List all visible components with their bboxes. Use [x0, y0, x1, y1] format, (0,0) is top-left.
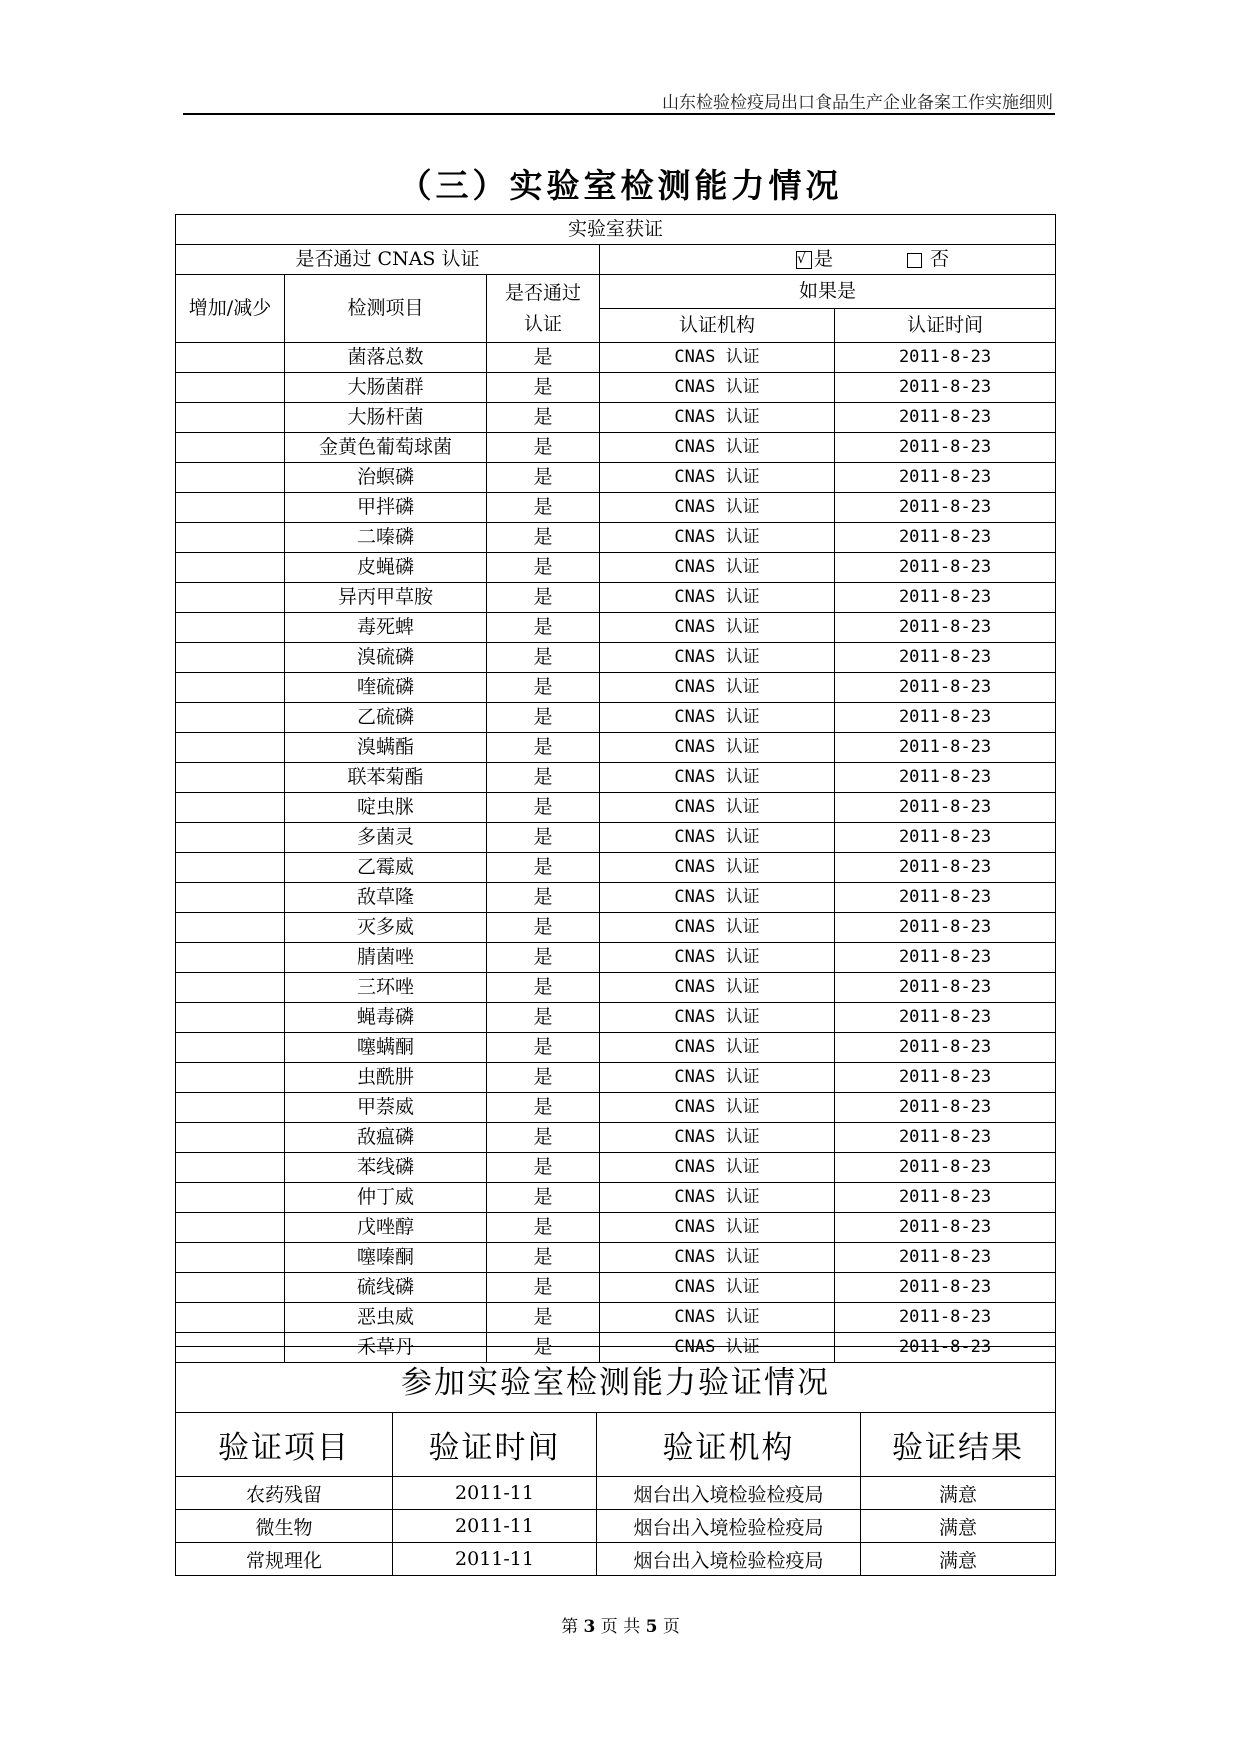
agency-cell: CNAS 认证	[600, 793, 835, 823]
passed-cell: 是	[487, 373, 600, 403]
date-cell: 2011-8-23	[835, 793, 1056, 823]
date-cell: 2011-8-23	[835, 403, 1056, 433]
option-yes-label: 是	[814, 248, 834, 270]
passed-cell: 是	[487, 343, 600, 373]
passed-cell: 是	[487, 913, 600, 943]
table-row	[176, 643, 1056, 673]
table-row	[176, 763, 1056, 793]
change-cell	[176, 553, 285, 583]
footer-suffix: 页	[662, 1617, 680, 1637]
item-cell: 硫线磷	[285, 1273, 487, 1303]
passed-cell: 是	[487, 1153, 600, 1183]
footer-page-number: 3	[583, 1617, 596, 1637]
change-cell	[176, 1273, 285, 1303]
pt-project-cell: 农药残留	[176, 1477, 393, 1510]
date-cell: 2011-8-23	[835, 1213, 1056, 1243]
item-cell: 喹硫磷	[285, 673, 487, 703]
pt-header-time: 验证时间	[393, 1413, 597, 1477]
item-cell: 甲拌磷	[285, 493, 487, 523]
date-cell: 2011-8-23	[835, 1273, 1056, 1303]
date-cell: 2011-8-23	[835, 883, 1056, 913]
unchecked-checkbox-icon[interactable]	[907, 253, 922, 268]
item-cell: 恶虫威	[285, 1303, 487, 1333]
date-cell: 2011-8-23	[835, 433, 1056, 463]
section-title-proficiency: 参加实验室检测能力验证情况	[176, 1347, 1056, 1413]
item-cell: 灭多威	[285, 913, 487, 943]
item-cell: 大肠菌群	[285, 373, 487, 403]
header-passed: 是否通过认证	[487, 275, 600, 343]
change-cell	[176, 433, 285, 463]
running-header: 山东检验检疫局出口食品生产企业备案工作实施细则	[662, 93, 1053, 113]
pt-agency-cell: 烟台出入境检验检疫局	[597, 1543, 861, 1576]
passed-cell: 是	[487, 703, 600, 733]
date-cell: 2011-8-23	[835, 613, 1056, 643]
item-cell: 治螟磷	[285, 463, 487, 493]
item-cell: 腈菌唑	[285, 943, 487, 973]
change-cell	[176, 1213, 285, 1243]
agency-cell: CNAS 认证	[600, 1003, 835, 1033]
proficiency-table	[175, 1346, 1056, 1576]
passed-cell: 是	[487, 643, 600, 673]
item-cell: 虫酰肼	[285, 1063, 487, 1093]
passed-cell: 是	[487, 463, 600, 493]
item-cell: 多菌灵	[285, 823, 487, 853]
table-row	[176, 1510, 1056, 1543]
table-row	[176, 583, 1056, 613]
table-row	[176, 1273, 1056, 1303]
footer-prefix: 第	[561, 1617, 579, 1637]
date-cell: 2011-8-23	[835, 853, 1056, 883]
change-cell	[176, 943, 285, 973]
header-if-yes: 如果是	[600, 275, 1056, 309]
date-cell: 2011-8-23	[835, 583, 1056, 613]
agency-cell: CNAS 认证	[600, 733, 835, 763]
passed-cell: 是	[487, 403, 600, 433]
change-cell	[176, 1003, 285, 1033]
item-cell: 溴螨酯	[285, 733, 487, 763]
passed-cell: 是	[487, 733, 600, 763]
footer-total-pages: 5	[645, 1617, 658, 1637]
date-cell: 2011-8-23	[835, 733, 1056, 763]
change-cell	[176, 463, 285, 493]
passed-cell: 是	[487, 1183, 600, 1213]
agency-cell: CNAS 认证	[600, 1333, 835, 1363]
change-cell	[176, 643, 285, 673]
agency-cell: CNAS 认证	[600, 1213, 835, 1243]
passed-cell: 是	[487, 433, 600, 463]
change-cell	[176, 763, 285, 793]
item-cell: 二嗪磷	[285, 523, 487, 553]
change-cell	[176, 1093, 285, 1123]
item-cell: 禾草丹	[285, 1333, 487, 1363]
item-cell: 蝇毒磷	[285, 1003, 487, 1033]
item-cell: 仲丁威	[285, 1183, 487, 1213]
footer-mid: 页 共	[600, 1617, 641, 1637]
agency-cell: CNAS 认证	[600, 1153, 835, 1183]
agency-cell: CNAS 认证	[600, 763, 835, 793]
item-cell: 大肠杆菌	[285, 403, 487, 433]
header-date: 认证时间	[835, 309, 1056, 343]
change-cell	[176, 1303, 285, 1333]
change-cell	[176, 823, 285, 853]
header-item: 检测项目	[285, 275, 487, 343]
table-row	[176, 1243, 1056, 1273]
date-cell: 2011-8-23	[835, 1153, 1056, 1183]
agency-cell: CNAS 认证	[600, 823, 835, 853]
pt-header-agency: 验证机构	[597, 1413, 861, 1477]
agency-cell: CNAS 认证	[600, 943, 835, 973]
certification-table	[175, 214, 1056, 1363]
table-row	[176, 1033, 1056, 1063]
passed-cell: 是	[487, 763, 600, 793]
pt-agency-cell: 烟台出入境检验检疫局	[597, 1477, 861, 1510]
pt-project-cell: 常规理化	[176, 1543, 393, 1576]
agency-cell: CNAS 认证	[600, 1303, 835, 1333]
passed-cell: 是	[487, 1093, 600, 1123]
agency-cell: CNAS 认证	[600, 643, 835, 673]
page-footer	[0, 1612, 1241, 1637]
item-cell: 毒死蜱	[285, 613, 487, 643]
agency-cell: CNAS 认证	[600, 613, 835, 643]
item-cell: 敌草隆	[285, 883, 487, 913]
table-row	[176, 523, 1056, 553]
item-cell: 溴硫磷	[285, 643, 487, 673]
date-cell: 2011-8-23	[835, 913, 1056, 943]
item-cell: 三环唑	[285, 973, 487, 1003]
table-row	[176, 973, 1056, 1003]
passed-cell: 是	[487, 1303, 600, 1333]
date-cell: 2011-8-23	[835, 553, 1056, 583]
item-cell: 菌落总数	[285, 343, 487, 373]
pt-result-cell: 满意	[861, 1477, 1056, 1510]
table-row	[176, 343, 1056, 373]
table-row	[176, 1123, 1056, 1153]
change-cell	[176, 493, 285, 523]
date-cell: 2011-8-23	[835, 463, 1056, 493]
agency-cell: CNAS 认证	[600, 403, 835, 433]
table-row	[176, 943, 1056, 973]
item-cell: 联苯菊酯	[285, 763, 487, 793]
date-cell: 2011-8-23	[835, 493, 1056, 523]
change-cell	[176, 403, 285, 433]
date-cell: 2011-8-23	[835, 973, 1056, 1003]
table-row	[176, 1183, 1056, 1213]
change-cell	[176, 1243, 285, 1273]
table-row	[176, 1477, 1056, 1510]
item-cell: 啶虫脒	[285, 793, 487, 823]
table-row	[176, 1213, 1056, 1243]
item-cell: 苯线磷	[285, 1153, 487, 1183]
date-cell: 2011-8-23	[835, 1123, 1056, 1153]
passed-cell: 是	[487, 1243, 600, 1273]
date-cell: 2011-8-23	[835, 1003, 1056, 1033]
change-cell	[176, 793, 285, 823]
item-cell: 皮蝇磷	[285, 553, 487, 583]
change-cell	[176, 613, 285, 643]
table-row	[176, 553, 1056, 583]
table-row	[176, 1093, 1056, 1123]
agency-cell: CNAS 认证	[600, 883, 835, 913]
change-cell	[176, 583, 285, 613]
pt-time-cell: 2011-11	[393, 1510, 597, 1543]
pt-time-cell: 2011-11	[393, 1543, 597, 1576]
date-cell: 2011-8-23	[835, 703, 1056, 733]
page-title: （三）实验室检测能力情况	[398, 166, 843, 205]
table-row	[176, 883, 1056, 913]
change-cell	[176, 1063, 285, 1093]
passed-cell: 是	[487, 823, 600, 853]
pt-result-cell: 满意	[861, 1543, 1056, 1576]
pt-agency-cell: 烟台出入境检验检疫局	[597, 1510, 861, 1543]
item-cell: 噻螨酮	[285, 1033, 487, 1063]
passed-cell: 是	[487, 883, 600, 913]
item-cell: 敌瘟磷	[285, 1123, 487, 1153]
change-cell	[176, 853, 285, 883]
table-row	[176, 463, 1056, 493]
change-cell	[176, 1183, 285, 1213]
passed-cell: 是	[487, 943, 600, 973]
item-cell: 戊唑醇	[285, 1213, 487, 1243]
agency-cell: CNAS 认证	[600, 553, 835, 583]
table-row	[176, 1063, 1056, 1093]
change-cell	[176, 373, 285, 403]
table-row	[176, 1003, 1056, 1033]
table-row	[176, 703, 1056, 733]
passed-cell: 是	[487, 793, 600, 823]
date-cell: 2011-8-23	[835, 1063, 1056, 1093]
table-row	[176, 793, 1056, 823]
passed-cell: 是	[487, 1273, 600, 1303]
date-cell: 2011-8-23	[835, 1243, 1056, 1273]
table-row	[176, 373, 1056, 403]
change-cell	[176, 703, 285, 733]
pt-time-cell: 2011-11	[393, 1477, 597, 1510]
table-row	[176, 673, 1056, 703]
agency-cell: CNAS 认证	[600, 1243, 835, 1273]
date-cell: 2011-8-23	[835, 343, 1056, 373]
date-cell: 2011-8-23	[835, 763, 1056, 793]
item-cell: 乙霉威	[285, 853, 487, 883]
agency-cell: CNAS 认证	[600, 1093, 835, 1123]
agency-cell: CNAS 认证	[600, 1033, 835, 1063]
change-cell	[176, 913, 285, 943]
section-title-certification: 实验室获证	[176, 215, 1056, 245]
option-no-label: 否	[930, 248, 950, 270]
agency-cell: CNAS 认证	[600, 973, 835, 1003]
date-cell: 2011-8-23	[835, 643, 1056, 673]
agency-cell: CNAS 认证	[600, 583, 835, 613]
change-cell	[176, 1153, 285, 1183]
change-cell	[176, 883, 285, 913]
agency-cell: CNAS 认证	[600, 1273, 835, 1303]
item-cell: 甲萘威	[285, 1093, 487, 1123]
table-row	[176, 1543, 1056, 1576]
table-row	[176, 913, 1056, 943]
passed-cell: 是	[487, 493, 600, 523]
change-cell	[176, 1123, 285, 1153]
date-cell: 2011-8-23	[835, 1033, 1056, 1063]
agency-cell: CNAS 认证	[600, 1123, 835, 1153]
passed-cell: 是	[487, 583, 600, 613]
agency-cell: CNAS 认证	[600, 523, 835, 553]
agency-cell: CNAS 认证	[600, 703, 835, 733]
table-row	[176, 853, 1056, 883]
agency-cell: CNAS 认证	[600, 463, 835, 493]
date-cell: 2011-8-23	[835, 1093, 1056, 1123]
item-cell: 异丙甲草胺	[285, 583, 487, 613]
date-cell: 2011-8-23	[835, 823, 1056, 853]
date-cell: 2011-8-23	[835, 1183, 1056, 1213]
agency-cell: CNAS 认证	[600, 433, 835, 463]
agency-cell: CNAS 认证	[600, 343, 835, 373]
agency-cell: CNAS 认证	[600, 913, 835, 943]
passed-cell: 是	[487, 1003, 600, 1033]
header-agency: 认证机构	[600, 309, 835, 343]
date-cell: 2011-8-23	[835, 673, 1056, 703]
agency-cell: CNAS 认证	[600, 673, 835, 703]
passed-cell: 是	[487, 523, 600, 553]
passed-cell: 是	[487, 1123, 600, 1153]
passed-cell: 是	[487, 1213, 600, 1243]
passed-cell: 是	[487, 1063, 600, 1093]
pt-header-result: 验证结果	[861, 1413, 1056, 1477]
header-change: 增加/减少	[176, 275, 285, 343]
agency-cell: CNAS 认证	[600, 1063, 835, 1093]
table-row	[176, 1153, 1056, 1183]
table-row	[176, 823, 1056, 853]
passed-cell: 是	[487, 613, 600, 643]
passed-cell: 是	[487, 973, 600, 1003]
pt-project-cell: 微生物	[176, 1510, 393, 1543]
table-row	[176, 403, 1056, 433]
passed-cell: 是	[487, 1033, 600, 1063]
cnas-question: 是否通过 CNAS 认证	[176, 245, 600, 275]
date-cell: 2011-8-23	[835, 1333, 1056, 1363]
date-cell: 2011-8-23	[835, 373, 1056, 403]
date-cell: 2011-8-23	[835, 523, 1056, 553]
table-row	[176, 733, 1056, 763]
agency-cell: CNAS 认证	[600, 1183, 835, 1213]
pt-result-cell: 满意	[861, 1510, 1056, 1543]
item-cell: 噻嗪酮	[285, 1243, 487, 1273]
table-row	[176, 493, 1056, 523]
passed-cell: 是	[487, 853, 600, 883]
agency-cell: CNAS 认证	[600, 853, 835, 883]
date-cell: 2011-8-23	[835, 943, 1056, 973]
agency-cell: CNAS 认证	[600, 493, 835, 523]
cnas-answer	[600, 245, 1056, 275]
pt-header-project: 验证项目	[176, 1413, 393, 1477]
passed-cell: 是	[487, 1333, 600, 1363]
agency-cell: CNAS 认证	[600, 373, 835, 403]
passed-cell: 是	[487, 673, 600, 703]
date-cell: 2011-8-23	[835, 1303, 1056, 1333]
change-cell	[176, 523, 285, 553]
table-row	[176, 1303, 1056, 1333]
checked-checkbox-icon[interactable]: √	[796, 251, 812, 269]
passed-cell: 是	[487, 553, 600, 583]
table-row	[176, 613, 1056, 643]
table-row	[176, 433, 1056, 463]
header-rule	[183, 113, 1055, 115]
item-cell: 金黄色葡萄球菌	[285, 433, 487, 463]
change-cell	[176, 1033, 285, 1063]
change-cell	[176, 343, 285, 373]
change-cell	[176, 973, 285, 1003]
change-cell	[176, 733, 285, 763]
item-cell: 乙硫磷	[285, 703, 487, 733]
change-cell	[176, 673, 285, 703]
